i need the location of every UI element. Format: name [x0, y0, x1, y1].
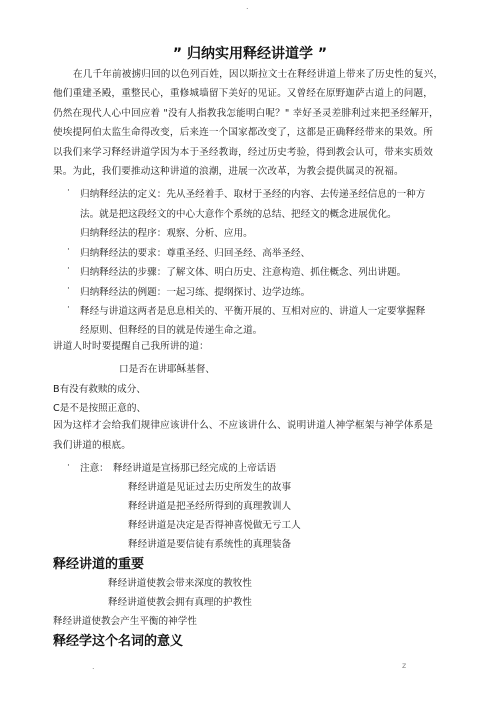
check-item: C是不是按照正意的、: [53, 403, 147, 414]
bullet-dot: ·: [67, 303, 70, 313]
intro-line: 果。为此，我们要推动这种讲道的浪潮，进展一次改革，为教会提供属灵的祝福。: [53, 166, 404, 177]
bullet-dot: ·: [67, 284, 70, 294]
bullet-dot: ·: [67, 461, 70, 471]
intro-line: 他们重建圣殿，重整民心，重修城墙留下美好的见证。又曾经在原野迦萨古道上的问题，: [53, 88, 434, 99]
note-line: 释经讲道是把圣经所得到的真理教训人: [128, 501, 292, 512]
bullet-item-continued: 归纳释经法的程序：观察、分析、应用。: [80, 228, 253, 239]
bullet-item: 归纳释经法的步骤：了解文体、明白历史、注意构造、抓住概念、列出讲题。: [80, 267, 407, 278]
note-line: 释经讲道是见证过去历史所发生的故事: [128, 482, 292, 493]
bullet-item-continued: 法。就是把这段经文的中心大意作个系统的总结、把经文的概念进展优化。: [80, 209, 397, 220]
check-item: 口是否在讲耶稣基督、: [119, 364, 215, 375]
importance-line: 释经讲道使教会拥有真理的护教性: [108, 597, 252, 608]
bullet-item-continued: 经原则、但释经的目的就是传递生命之道。: [80, 325, 263, 336]
bullet-item: 归纳释经法的例题：一起习练、提纲探讨、边学边练。: [80, 287, 311, 298]
check-item: B有没有救赎的成分、: [53, 384, 146, 395]
top-mark: .: [246, 2, 249, 11]
importance-line: 释经讲道使教会产生平衡的神学性: [53, 616, 197, 627]
bullet-dot: ·: [67, 186, 70, 196]
bullet-item: 归纳释经法的定义：先从圣经着手、取材于圣经的内容、去传递圣经信息的一种方: [80, 189, 426, 200]
footer-mark-left: .: [92, 662, 95, 671]
section-heading-importance: 释经讲道的重要: [53, 557, 145, 572]
intro-line: 仍然在现代人心中回应着 "没有人指教我怎能明白呢？" 幸好圣灵差腓利过来把圣经解开，: [53, 108, 439, 119]
bullet-item: 归纳释经法的要求：尊重圣经、归回圣经、高举圣经、: [80, 248, 311, 259]
section-heading-meaning: 释经学这个名词的意义: [53, 634, 184, 649]
document-title: ” 归纳实用释经讲道学 ”: [172, 46, 328, 62]
note-line: 释经讲道是要信徒有系统性的真理装备: [128, 539, 292, 550]
bullet-dot: ·: [67, 264, 70, 274]
importance-line: 释经讲道使教会带来深度的教牧性: [108, 578, 252, 589]
intro-line: 在几千年前被掳归回的以色列百姓，因以斯拉文士在释经讲道上带来了历史性的复兴，: [73, 69, 444, 80]
footer-mark-right: z: [402, 661, 407, 670]
framework-line: 因为这样才会给我们规律应该讲什么、不应该讲什么、说明讲道人神学框架与神学体系是: [53, 420, 434, 431]
bullet-dot: ·: [67, 245, 70, 255]
reminder-line: 讲道人时时要提醒自己我所讲的道：: [53, 341, 209, 352]
note-line: 释经讲道是宣扬那已经完成的上帝话语: [113, 463, 277, 474]
framework-line: 我们讲道的根底。: [53, 440, 131, 451]
note-label: 注意：: [80, 463, 109, 474]
intro-line: 使埃提阿伯太监生命得改变，后来连一个国家都改变了，这都是正确释经带来的果效。所: [53, 127, 434, 138]
bullet-item: 释经与讲道这两者是息息相关的、平衡开展的、互相对应的、讲道人一定要掌握释: [80, 306, 426, 317]
intro-line: 以我们来学习释经讲道学因为本于圣经教诲，经过历史考验，得到教会认可，带来实质效: [53, 147, 434, 158]
note-line: 释经讲道是决定是否得神喜悦做无亏工人: [128, 520, 301, 531]
